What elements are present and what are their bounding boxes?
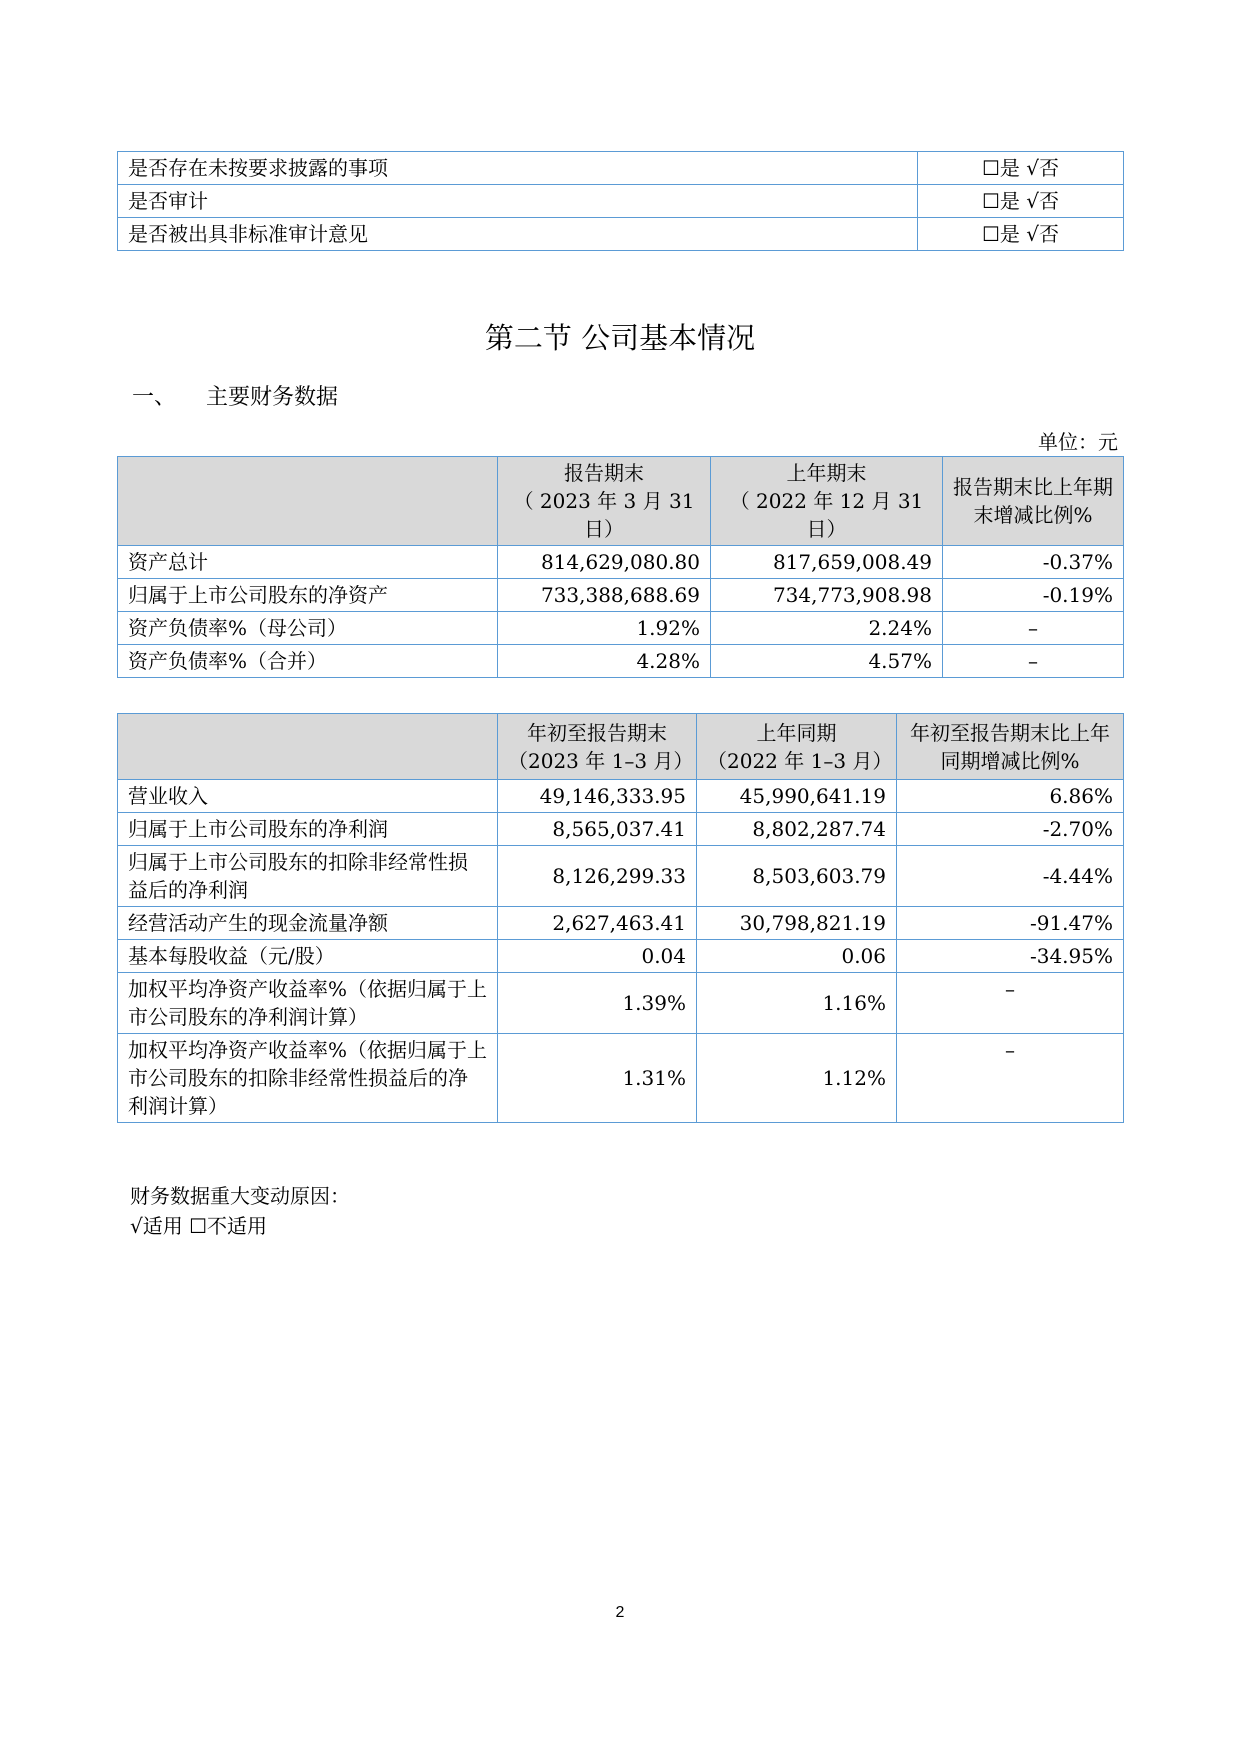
subsection-number: 一、	[132, 385, 177, 410]
cell-value: 2.24%	[711, 612, 943, 645]
cell-value: –	[943, 612, 1124, 645]
unit-label: 单位：元	[1038, 430, 1118, 454]
row-label: 资产负债率%（合并）	[118, 645, 498, 678]
table-row	[118, 645, 1124, 678]
table-header-row	[118, 714, 1124, 780]
cell-value: 45,990,641.19	[697, 780, 897, 813]
cell-value: -34.95%	[897, 940, 1124, 973]
cell-value: 49,146,333.95	[498, 780, 697, 813]
table-row	[118, 185, 1124, 218]
header-cell: 上年期末 （ 2022 年 12 月 31 日）	[711, 457, 943, 546]
checkbox-options: ☐是 √否	[918, 185, 1124, 218]
cell-value: 4.28%	[498, 645, 711, 678]
row-label: 基本每股收益（元/股）	[118, 940, 498, 973]
table-row	[118, 579, 1124, 612]
row-label: 归属于上市公司股东的净利润	[118, 813, 498, 846]
table-row	[118, 780, 1124, 813]
cell-value: 2,627,463.41	[498, 907, 697, 940]
table-cell: 是否审计	[118, 185, 918, 218]
cell-value: 8,565,037.41	[498, 813, 697, 846]
table-cell: 是否被出具非标准审计意见	[118, 218, 918, 251]
cell-value: -2.70%	[897, 813, 1124, 846]
cell-value: 734,773,908.98	[711, 579, 943, 612]
cell-value: –	[943, 645, 1124, 678]
cell-value: 6.86%	[897, 780, 1124, 813]
table-row	[118, 907, 1124, 940]
table-cell: 是否存在未按要求披露的事项	[118, 152, 918, 185]
cell-value: –	[897, 973, 1124, 1034]
subsection-title: 主要财务数据	[206, 385, 339, 410]
table-header-row	[118, 457, 1124, 546]
checkbox-options: ☐是 √否	[918, 218, 1124, 251]
page-number: 2	[615, 1604, 625, 1621]
table-row	[118, 940, 1124, 973]
balance-table	[117, 456, 1124, 678]
header-cell: 报告期末 （ 2023 年 3 月 31 日）	[498, 457, 711, 546]
row-label: 营业收入	[118, 780, 498, 813]
cell-value: 817,659,008.49	[711, 546, 943, 579]
table-row	[118, 973, 1124, 1034]
cell-value: 1.12%	[697, 1034, 897, 1123]
disclosure-table	[117, 151, 1124, 251]
header-cell: 报告期末比上年期末增减比例%	[943, 457, 1124, 546]
cell-value: 733,388,688.69	[498, 579, 711, 612]
cell-value: 8,126,299.33	[498, 846, 697, 907]
row-label: 资产负债率%（母公司）	[118, 612, 498, 645]
header-cell: 上年同期 （2022 年 1–3 月）	[697, 714, 897, 780]
row-label: 加权平均净资产收益率%（依据归属于上市公司股东的净利润计算）	[118, 973, 498, 1034]
change-reason-label: 财务数据重大变动原因：	[130, 1184, 350, 1208]
cell-value: -0.37%	[943, 546, 1124, 579]
subsection-heading	[132, 382, 338, 414]
table-row	[118, 612, 1124, 645]
table-row	[118, 813, 1124, 846]
cell-value: –	[897, 1034, 1124, 1123]
income-table	[117, 713, 1124, 1123]
header-cell-blank	[118, 457, 498, 546]
cell-value: 814,629,080.80	[498, 546, 711, 579]
cell-value: -0.19%	[943, 579, 1124, 612]
section-title: 第二节 公司基本情况	[484, 321, 756, 355]
table-row	[118, 546, 1124, 579]
cell-value: 0.04	[498, 940, 697, 973]
header-cell: 年初至报告期末比上年同期增减比例%	[897, 714, 1124, 780]
row-label: 归属于上市公司股东的净资产	[118, 579, 498, 612]
cell-value: 30,798,821.19	[697, 907, 897, 940]
table-row	[118, 1034, 1124, 1123]
cell-value: 1.39%	[498, 973, 697, 1034]
cell-value: 0.06	[697, 940, 897, 973]
cell-value: 1.31%	[498, 1034, 697, 1123]
cell-value: 4.57%	[711, 645, 943, 678]
change-reason-options: √适用 ☐不适用	[130, 1214, 268, 1238]
cell-value: 8,503,603.79	[697, 846, 897, 907]
checkbox-options: ☐是 √否	[918, 152, 1124, 185]
row-label: 归属于上市公司股东的扣除非经常性损益后的净利润	[118, 846, 498, 907]
cell-value: 1.16%	[697, 973, 897, 1034]
cell-value: -91.47%	[897, 907, 1124, 940]
cell-value: -4.44%	[897, 846, 1124, 907]
row-label: 加权平均净资产收益率%（依据归属于上市公司股东的扣除非经常性损益后的净利润计算）	[118, 1034, 498, 1123]
table-row	[118, 846, 1124, 907]
cell-value: 8,802,287.74	[697, 813, 897, 846]
table-row	[118, 218, 1124, 251]
table-row	[118, 152, 1124, 185]
header-cell-blank	[118, 714, 498, 780]
row-label: 经营活动产生的现金流量净额	[118, 907, 498, 940]
cell-value: 1.92%	[498, 612, 711, 645]
row-label: 资产总计	[118, 546, 498, 579]
header-cell: 年初至报告期末 （2023 年 1–3 月）	[498, 714, 697, 780]
